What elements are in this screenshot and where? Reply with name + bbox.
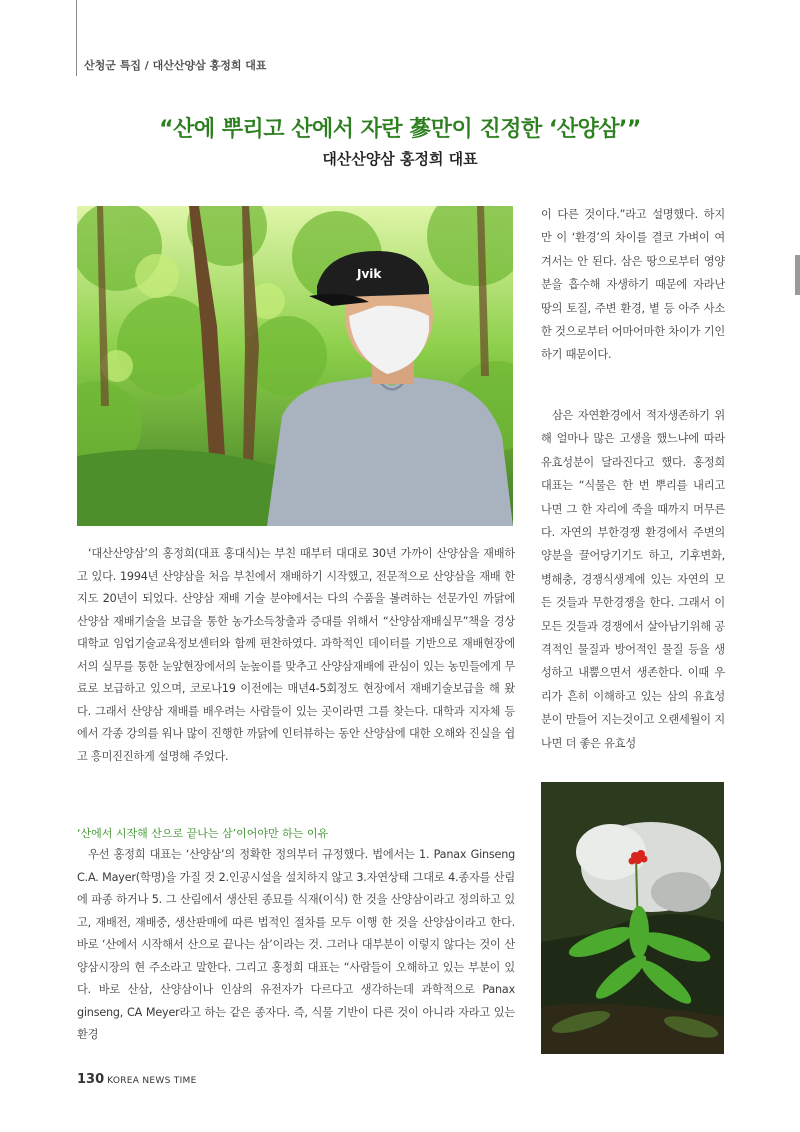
right-paragraph-1: 이 다른 것이다.”라고 설명했다. 하지만 이 ‘환경’의 차이를 결코 가벼이 여겨서는 안 된다. 삼은 땅으로부터 영양분을 흡수해 자생하기 때문에 자라난 땅의 토질, 주변 환경, 볕 등 아주 사소한 것으로부터 어마어마한 차이가 기인하기 때문이다.: [541, 208, 725, 362]
body-paragraph: 우선 홍정희 대표는 ‘산양삼’의 정확한 정의부터 규정했다. 법에서는 1. Panax Ginseng C.A. Mayer(학명)을 가질 것 2.인공시설을 설치하지 않고 3.자연상태 그대로 4.종자를 산림에 파종 하거나 5. 그 산림에서 생산된 종묘를 식재(이식) 한 것을 산양삼이라고 정의하고 있고, 재배전, 재배중, 생산판매에 따른 법적인 절차를 모두 이행 한 것을 산양삼이라고 한다. 바로 ‘산에서 시작해서 산으로 끝나는 삼’이라는 것. 그러나 대부분이 이렇지 않다는 것이 산양삼시장의 현 주소라고 말한다. 그리고 홍정희 대표는 “사람들이 오해하고 있는 부분이 있다. 바로 산삼, 산양삼이나 인삼의 유전자가 다르다고 생각하는데 과학적으로 Panax ginseng, CA Meyer라고 하는 같은 종자다. 즉, 식물 기반이 다른 것이 아니라 자라고 있는 환경: [77, 848, 515, 1041]
body-paragraph-column: [77, 844, 515, 1047]
magazine-name: KOREA NEWS TIME: [107, 1076, 197, 1086]
article-headline: “산에 뿌리고 산에서 자란 蔘만이 진정한 ‘산양삼’”: [159, 117, 641, 142]
section-subheading: ‘산에서 시작해 산으로 끝나는 삼’이어야만 하는 이유: [77, 827, 329, 840]
header-rule: [76, 0, 77, 76]
intro-paragraph-column: [77, 543, 515, 768]
page-edge-marker: [795, 255, 800, 295]
article-subheadline: 대산산양삼 홍정희 대표: [322, 150, 478, 168]
page-footer: [77, 1072, 197, 1087]
section-tag: 산청군 특집 / 대산산양삼 홍정희 대표: [84, 59, 267, 72]
svg-text:Jvik: Jvik: [357, 267, 382, 281]
page-number: 130: [77, 1072, 105, 1087]
ginseng-photo: [541, 782, 724, 1054]
right-column-bottom: [541, 404, 725, 755]
intro-paragraph: ‘대산산양삼’의 홍정희(대표 홍대식)는 부친 때부터 대대로 30년 가까이 산양삼을 재배하고 있다. 1994년 산양삼을 처음 부친에서 재배하기 시작했고, 전문적으로 산양삼을 재배 한 지도 20년이 되었다. 산양삼 재배 기술 분야에서는 다의 수품을 볼려하는 선문가인 까닭에 산양삼 재배기술을 보급을 통한 농가소득창출과 증대를 위해서 “산양삼재배실무”책을 경상대학교 임업기술교육정보센터와 함께 편찬하였다. 과학적인 데이터를 기반으로 재배현장에서의 실무를 통한 눈앞현장에서의 눈높이를 맞추고 산양삼재배에 관심이 있는 농민들에게 무료로 보급하고 있으며, 코로나19 이전에는 매년4-5회정도 현장에서 재배기술보급을 해 왔다. 그래서 산양삼 재배를 배우려는 사람들이 있는 곳이라면 그를 찾는다. 대학과 지자체 등에서 각종 강의를 워나 많이 진행한 까닭에 인터뷰하는 동안 산양삼에 대한 오해와 진실을 쉽고 흥미진진하게 설명해 주었다.: [77, 547, 515, 763]
right-paragraph-2: 삼은 자연환경에서 적자생존하기 위해 얼마나 많은 고생을 했느냐에 따라 유효성분이 달라진다고 했다. 홍정희 대표는 “식물은 한 번 뿌리를 내리고 나면 그 한 자리에 죽을 때까지 머무른다. 자연의 부한경쟁 환경에서 주변의 양분을 끌어당기기도 하고, 기후변화, 병해충, 경쟁식생계에 있는 자연의 모든 것들과 무한경쟁을 한다. 그래서 이 모든 것들과 경쟁에서 살아남기위해 공격적인 물질과 방어적인 물질 등을 생성하고 내뿜으면서 생존한다. 이때 우리가 흔히 이해하고 있는 삼의 유효성분이 만들어 지는것이고 오랜세월이 지나면 더 좋은 유효성: [541, 409, 725, 750]
interview-photo: [77, 206, 513, 526]
right-column-top: [541, 203, 725, 367]
